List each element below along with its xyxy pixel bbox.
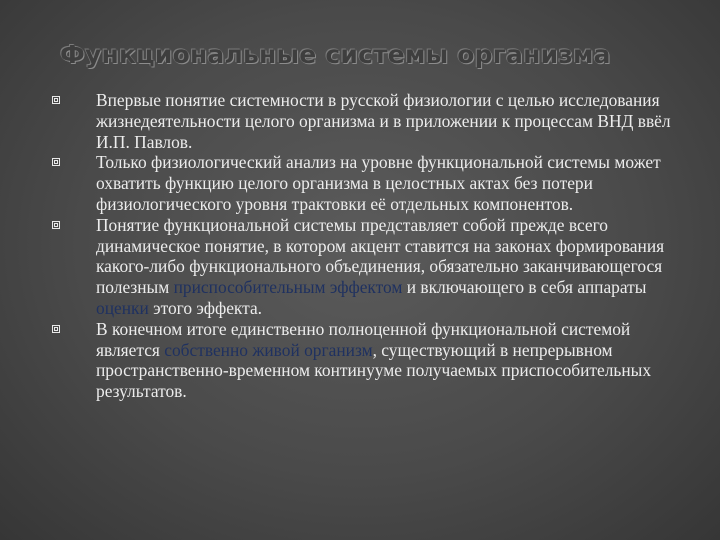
bullet-text: , существующий в непрерывном пространственно-временном континууме получаемых приспособительных результатов. <box>96 339 652 402</box>
link-living-organism[interactable]: собственно живой организм <box>164 339 373 360</box>
bullet-item-1 <box>52 90 692 152</box>
bullet-item-3 <box>52 215 692 319</box>
bullet-text: В конечном итоге единственно полноценной функциональной системой является <box>96 318 631 360</box>
square-bullet-icon <box>52 221 60 229</box>
link-adaptive-effect[interactable]: приспособительным эффектом <box>173 277 403 298</box>
link-evaluation[interactable]: оценки <box>96 297 149 318</box>
bullet-text: Только физиологический анализ на уровне функциональной системы может охватить функцию целого организма в целостных актах без потери физиологического уровня трактовки её отдельных компонентов. <box>96 152 661 214</box>
bullet-list <box>52 90 692 402</box>
bullet-text: Впервые понятие системности в русской физиологии с целью исследования жизнедеятельности целого организма и в приложении к процессам ВНД ввёл И.П. Павлов. <box>96 90 671 152</box>
bullet-text: этого эффекта. <box>148 297 263 318</box>
bullet-item-4 <box>52 319 692 402</box>
bullet-text: и включающего в себя аппараты <box>402 277 647 298</box>
square-bullet-icon <box>52 325 60 333</box>
square-bullet-icon <box>52 96 60 104</box>
bullet-text: Понятие функциональной системы представляет собой прежде всего динамическое понятие, в котором акцент ставится на законах формирования какого-либо функционального объединения, обязательно заканчивающегося полезным <box>96 214 665 298</box>
bullet-item-2 <box>52 152 692 214</box>
slide-title: Функциональные системы организма <box>60 40 611 69</box>
square-bullet-icon <box>52 158 60 166</box>
